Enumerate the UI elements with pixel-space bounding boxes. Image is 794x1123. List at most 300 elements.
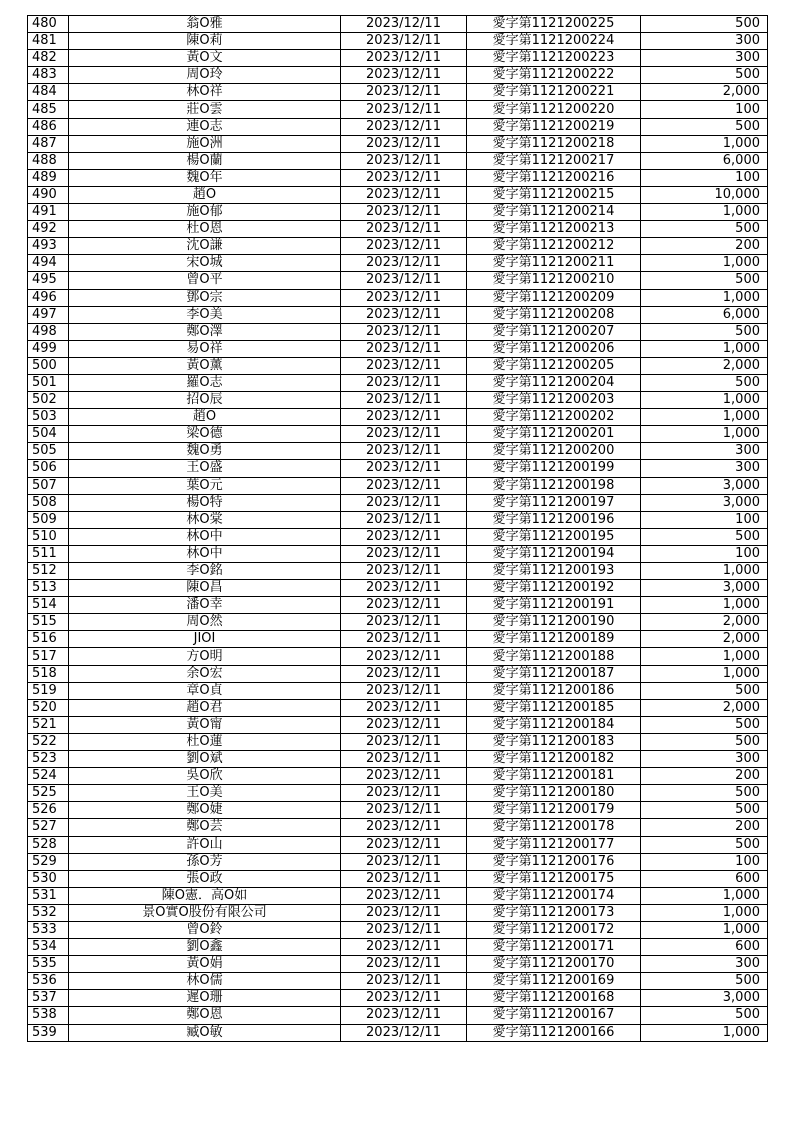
table-row bbox=[28, 221, 768, 238]
row-number-cell: 485 bbox=[28, 101, 69, 118]
receipt-number-cell: 愛字第1121200203 bbox=[467, 392, 641, 409]
row-number-cell: 483 bbox=[28, 67, 69, 84]
receipt-number-cell: 愛字第1121200186 bbox=[467, 682, 641, 699]
donation-date-cell: 2023/12/11 bbox=[341, 135, 467, 152]
donor-name-cell: 臧O敏 bbox=[69, 1024, 341, 1041]
donor-name-cell: 陳O憲．高O如 bbox=[69, 887, 341, 904]
donor-name-cell: JIOI bbox=[69, 631, 341, 648]
donor-name-cell: 沈O謙 bbox=[69, 238, 341, 255]
row-number-cell: 512 bbox=[28, 563, 69, 580]
row-number-cell: 531 bbox=[28, 887, 69, 904]
table-row bbox=[28, 84, 768, 101]
amount-cell: 200 bbox=[641, 819, 768, 836]
amount-cell: 200 bbox=[641, 768, 768, 785]
row-number-cell: 511 bbox=[28, 545, 69, 562]
table-row bbox=[28, 255, 768, 272]
donor-name-cell: 林O中 bbox=[69, 528, 341, 545]
donation-date-cell: 2023/12/11 bbox=[341, 306, 467, 323]
donor-name-cell: 陳O莉 bbox=[69, 33, 341, 50]
donation-date-cell: 2023/12/11 bbox=[341, 699, 467, 716]
table-row bbox=[28, 802, 768, 819]
receipt-number-cell: 愛字第1121200189 bbox=[467, 631, 641, 648]
receipt-number-cell: 愛字第1121200176 bbox=[467, 853, 641, 870]
receipt-number-cell: 愛字第1121200215 bbox=[467, 186, 641, 203]
amount-cell: 500 bbox=[641, 682, 768, 699]
row-number-cell: 517 bbox=[28, 648, 69, 665]
donor-name-cell: 趙O君 bbox=[69, 699, 341, 716]
donation-date-cell: 2023/12/11 bbox=[341, 733, 467, 750]
row-number-cell: 533 bbox=[28, 921, 69, 938]
amount-cell: 1,000 bbox=[641, 426, 768, 443]
amount-cell: 500 bbox=[641, 716, 768, 733]
table-row bbox=[28, 939, 768, 956]
amount-cell: 2,000 bbox=[641, 699, 768, 716]
receipt-number-cell: 愛字第1121200214 bbox=[467, 204, 641, 221]
table-row bbox=[28, 921, 768, 938]
amount-cell: 100 bbox=[641, 853, 768, 870]
table-row bbox=[28, 477, 768, 494]
amount-cell: 300 bbox=[641, 50, 768, 67]
row-number-cell: 523 bbox=[28, 751, 69, 768]
amount-cell: 500 bbox=[641, 221, 768, 238]
donor-name-cell: 許O山 bbox=[69, 836, 341, 853]
amount-cell: 3,000 bbox=[641, 494, 768, 511]
table-row bbox=[28, 870, 768, 887]
amount-cell: 100 bbox=[641, 545, 768, 562]
donor-name-cell: 莊O雲 bbox=[69, 101, 341, 118]
donor-name-cell: 宋O城 bbox=[69, 255, 341, 272]
donor-name-cell: 林O棠 bbox=[69, 511, 341, 528]
row-number-cell: 534 bbox=[28, 939, 69, 956]
donor-name-cell: 陳O昌 bbox=[69, 580, 341, 597]
row-number-cell: 488 bbox=[28, 152, 69, 169]
row-number-cell: 518 bbox=[28, 665, 69, 682]
table-row bbox=[28, 990, 768, 1007]
amount-cell: 500 bbox=[641, 67, 768, 84]
amount-cell: 500 bbox=[641, 16, 768, 33]
table-row bbox=[28, 511, 768, 528]
receipt-number-cell: 愛字第1121200192 bbox=[467, 580, 641, 597]
table-row bbox=[28, 545, 768, 562]
donor-name-cell: 羅O志 bbox=[69, 374, 341, 391]
donor-name-cell: 李O銘 bbox=[69, 563, 341, 580]
receipt-number-cell: 愛字第1121200188 bbox=[467, 648, 641, 665]
donation-date-cell: 2023/12/11 bbox=[341, 580, 467, 597]
donor-name-cell: 曾O平 bbox=[69, 272, 341, 289]
row-number-cell: 539 bbox=[28, 1024, 69, 1041]
receipt-number-cell: 愛字第1121200202 bbox=[467, 409, 641, 426]
row-number-cell: 520 bbox=[28, 699, 69, 716]
donor-name-cell: 葉O元 bbox=[69, 477, 341, 494]
donation-date-cell: 2023/12/11 bbox=[341, 477, 467, 494]
table-row bbox=[28, 443, 768, 460]
amount-cell: 1,000 bbox=[641, 1024, 768, 1041]
row-number-cell: 538 bbox=[28, 1007, 69, 1024]
donation-date-cell: 2023/12/11 bbox=[341, 853, 467, 870]
receipt-number-cell: 愛字第1121200167 bbox=[467, 1007, 641, 1024]
row-number-cell: 507 bbox=[28, 477, 69, 494]
row-number-cell: 525 bbox=[28, 785, 69, 802]
table-row bbox=[28, 33, 768, 50]
donor-name-cell: 鄭O婕 bbox=[69, 802, 341, 819]
row-number-cell: 519 bbox=[28, 682, 69, 699]
table-row bbox=[28, 357, 768, 374]
donation-date-cell: 2023/12/11 bbox=[341, 186, 467, 203]
donation-date-cell: 2023/12/11 bbox=[341, 238, 467, 255]
row-number-cell: 491 bbox=[28, 204, 69, 221]
donation-date-cell: 2023/12/11 bbox=[341, 152, 467, 169]
amount-cell: 1,000 bbox=[641, 255, 768, 272]
table-row bbox=[28, 785, 768, 802]
table-row bbox=[28, 665, 768, 682]
receipt-number-cell: 愛字第1121200181 bbox=[467, 768, 641, 785]
receipt-number-cell: 愛字第1121200187 bbox=[467, 665, 641, 682]
row-number-cell: 490 bbox=[28, 186, 69, 203]
row-number-cell: 510 bbox=[28, 528, 69, 545]
table-row bbox=[28, 699, 768, 716]
amount-cell: 100 bbox=[641, 511, 768, 528]
donor-name-cell: 黃O娟 bbox=[69, 956, 341, 973]
donation-date-cell: 2023/12/11 bbox=[341, 1024, 467, 1041]
amount-cell: 1,000 bbox=[641, 392, 768, 409]
receipt-number-cell: 愛字第1121200207 bbox=[467, 323, 641, 340]
row-number-cell: 500 bbox=[28, 357, 69, 374]
donation-date-cell: 2023/12/11 bbox=[341, 255, 467, 272]
amount-cell: 500 bbox=[641, 973, 768, 990]
donor-name-cell: 王O盛 bbox=[69, 460, 341, 477]
amount-cell: 1,000 bbox=[641, 340, 768, 357]
donor-name-cell: 鄭O恩 bbox=[69, 1007, 341, 1024]
row-number-cell: 501 bbox=[28, 374, 69, 391]
receipt-number-cell: 愛字第1121200216 bbox=[467, 169, 641, 186]
table-row bbox=[28, 50, 768, 67]
row-number-cell: 505 bbox=[28, 443, 69, 460]
amount-cell: 500 bbox=[641, 528, 768, 545]
row-number-cell: 527 bbox=[28, 819, 69, 836]
amount-cell: 500 bbox=[641, 272, 768, 289]
donation-date-cell: 2023/12/11 bbox=[341, 768, 467, 785]
table-row bbox=[28, 152, 768, 169]
donor-name-cell: 周O然 bbox=[69, 614, 341, 631]
donation-date-cell: 2023/12/11 bbox=[341, 614, 467, 631]
row-number-cell: 496 bbox=[28, 289, 69, 306]
table-row bbox=[28, 973, 768, 990]
row-number-cell: 486 bbox=[28, 118, 69, 135]
donor-name-cell: 黃O甯 bbox=[69, 716, 341, 733]
receipt-number-cell: 愛字第1121200190 bbox=[467, 614, 641, 631]
amount-cell: 1,000 bbox=[641, 204, 768, 221]
receipt-number-cell: 愛字第1121200198 bbox=[467, 477, 641, 494]
donation-date-cell: 2023/12/11 bbox=[341, 751, 467, 768]
donation-date-cell: 2023/12/11 bbox=[341, 67, 467, 84]
row-number-cell: 504 bbox=[28, 426, 69, 443]
donation-date-cell: 2023/12/11 bbox=[341, 802, 467, 819]
table-row bbox=[28, 1007, 768, 1024]
amount-cell: 500 bbox=[641, 733, 768, 750]
donation-date-cell: 2023/12/11 bbox=[341, 716, 467, 733]
amount-cell: 1,000 bbox=[641, 135, 768, 152]
amount-cell: 2,000 bbox=[641, 631, 768, 648]
table-row bbox=[28, 374, 768, 391]
row-number-cell: 481 bbox=[28, 33, 69, 50]
donor-name-cell: 趙O bbox=[69, 409, 341, 426]
donor-name-cell: 鄭O芸 bbox=[69, 819, 341, 836]
amount-cell: 100 bbox=[641, 101, 768, 118]
row-number-cell: 522 bbox=[28, 733, 69, 750]
table-row bbox=[28, 956, 768, 973]
donor-name-cell: 張O政 bbox=[69, 870, 341, 887]
donation-date-cell: 2023/12/11 bbox=[341, 631, 467, 648]
amount-cell: 10,000 bbox=[641, 186, 768, 203]
donation-date-cell: 2023/12/11 bbox=[341, 357, 467, 374]
amount-cell: 500 bbox=[641, 802, 768, 819]
amount-cell: 1,000 bbox=[641, 921, 768, 938]
amount-cell: 1,000 bbox=[641, 597, 768, 614]
amount-cell: 1,000 bbox=[641, 563, 768, 580]
donation-date-cell: 2023/12/11 bbox=[341, 648, 467, 665]
receipt-number-cell: 愛字第1121200209 bbox=[467, 289, 641, 306]
donor-name-cell: 魏O年 bbox=[69, 169, 341, 186]
table-row bbox=[28, 494, 768, 511]
donor-name-cell: 王O美 bbox=[69, 785, 341, 802]
donor-name-cell: 方O明 bbox=[69, 648, 341, 665]
amount-cell: 1,000 bbox=[641, 665, 768, 682]
table-row bbox=[28, 67, 768, 84]
donor-name-cell: 梁O德 bbox=[69, 426, 341, 443]
donation-date-cell: 2023/12/11 bbox=[341, 1007, 467, 1024]
donation-date-cell: 2023/12/11 bbox=[341, 340, 467, 357]
donor-name-cell: 連O志 bbox=[69, 118, 341, 135]
table-row bbox=[28, 101, 768, 118]
donation-date-cell: 2023/12/11 bbox=[341, 939, 467, 956]
table-row bbox=[28, 716, 768, 733]
donation-date-cell: 2023/12/11 bbox=[341, 597, 467, 614]
donor-name-cell: 林O中 bbox=[69, 545, 341, 562]
donation-date-cell: 2023/12/11 bbox=[341, 682, 467, 699]
donor-name-cell: 章O貞 bbox=[69, 682, 341, 699]
row-number-cell: 532 bbox=[28, 904, 69, 921]
row-number-cell: 536 bbox=[28, 973, 69, 990]
donation-date-cell: 2023/12/11 bbox=[341, 118, 467, 135]
donor-name-cell: 施O郁 bbox=[69, 204, 341, 221]
donation-date-cell: 2023/12/11 bbox=[341, 101, 467, 118]
donation-date-cell: 2023/12/11 bbox=[341, 374, 467, 391]
donor-name-cell: 黃O薰 bbox=[69, 357, 341, 374]
receipt-number-cell: 愛字第1121200205 bbox=[467, 357, 641, 374]
receipt-number-cell: 愛字第1121200224 bbox=[467, 33, 641, 50]
table-row bbox=[28, 631, 768, 648]
amount-cell: 3,000 bbox=[641, 477, 768, 494]
row-number-cell: 495 bbox=[28, 272, 69, 289]
row-number-cell: 528 bbox=[28, 836, 69, 853]
amount-cell: 1,000 bbox=[641, 289, 768, 306]
receipt-number-cell: 愛字第1121200199 bbox=[467, 460, 641, 477]
table-row bbox=[28, 580, 768, 597]
donation-date-cell: 2023/12/11 bbox=[341, 819, 467, 836]
donor-name-cell: 劉O斌 bbox=[69, 751, 341, 768]
donor-name-cell: 楊O特 bbox=[69, 494, 341, 511]
amount-cell: 200 bbox=[641, 238, 768, 255]
receipt-number-cell: 愛字第1121200217 bbox=[467, 152, 641, 169]
table-row bbox=[28, 819, 768, 836]
donation-date-cell: 2023/12/11 bbox=[341, 494, 467, 511]
receipt-number-cell: 愛字第1121200166 bbox=[467, 1024, 641, 1041]
receipt-number-cell: 愛字第1121200218 bbox=[467, 135, 641, 152]
table-row bbox=[28, 323, 768, 340]
receipt-number-cell: 愛字第1121200219 bbox=[467, 118, 641, 135]
amount-cell: 300 bbox=[641, 443, 768, 460]
receipt-number-cell: 愛字第1121200168 bbox=[467, 990, 641, 1007]
donor-name-cell: 黃O文 bbox=[69, 50, 341, 67]
amount-cell: 500 bbox=[641, 374, 768, 391]
row-number-cell: 537 bbox=[28, 990, 69, 1007]
donor-name-cell: 林O儒 bbox=[69, 973, 341, 990]
donation-date-cell: 2023/12/11 bbox=[341, 84, 467, 101]
row-number-cell: 480 bbox=[28, 16, 69, 33]
donor-name-cell: 吳O欣 bbox=[69, 768, 341, 785]
receipt-number-cell: 愛字第1121200225 bbox=[467, 16, 641, 33]
donation-date-cell: 2023/12/11 bbox=[341, 409, 467, 426]
row-number-cell: 506 bbox=[28, 460, 69, 477]
row-number-cell: 513 bbox=[28, 580, 69, 597]
donor-name-cell: 景O實O股份有限公司 bbox=[69, 904, 341, 921]
donation-date-cell: 2023/12/11 bbox=[341, 990, 467, 1007]
receipt-number-cell: 愛字第1121200183 bbox=[467, 733, 641, 750]
table-row bbox=[28, 186, 768, 203]
amount-cell: 600 bbox=[641, 939, 768, 956]
row-number-cell: 530 bbox=[28, 870, 69, 887]
table-row bbox=[28, 853, 768, 870]
receipt-number-cell: 愛字第1121200184 bbox=[467, 716, 641, 733]
table-row bbox=[28, 1024, 768, 1041]
amount-cell: 2,000 bbox=[641, 357, 768, 374]
row-number-cell: 492 bbox=[28, 221, 69, 238]
donor-name-cell: 劉O鑫 bbox=[69, 939, 341, 956]
donation-date-cell: 2023/12/11 bbox=[341, 904, 467, 921]
donation-date-cell: 2023/12/11 bbox=[341, 272, 467, 289]
donor-name-cell: 魏O勇 bbox=[69, 443, 341, 460]
donor-name-cell: 趙O bbox=[69, 186, 341, 203]
receipt-number-cell: 愛字第1121200211 bbox=[467, 255, 641, 272]
donation-date-cell: 2023/12/11 bbox=[341, 870, 467, 887]
donation-date-cell: 2023/12/11 bbox=[341, 665, 467, 682]
receipt-number-cell: 愛字第1121200179 bbox=[467, 802, 641, 819]
donation-date-cell: 2023/12/11 bbox=[341, 204, 467, 221]
row-number-cell: 489 bbox=[28, 169, 69, 186]
amount-cell: 2,000 bbox=[641, 84, 768, 101]
table-row bbox=[28, 306, 768, 323]
donor-name-cell: 余O宏 bbox=[69, 665, 341, 682]
table-row bbox=[28, 392, 768, 409]
donor-name-cell: 杜O蓮 bbox=[69, 733, 341, 750]
row-number-cell: 499 bbox=[28, 340, 69, 357]
row-number-cell: 535 bbox=[28, 956, 69, 973]
receipt-number-cell: 愛字第1121200197 bbox=[467, 494, 641, 511]
donor-name-cell: 遲O珊 bbox=[69, 990, 341, 1007]
receipt-number-cell: 愛字第1121200222 bbox=[467, 67, 641, 84]
row-number-cell: 494 bbox=[28, 255, 69, 272]
receipt-number-cell: 愛字第1121200206 bbox=[467, 340, 641, 357]
donor-name-cell: 林O祥 bbox=[69, 84, 341, 101]
receipt-number-cell: 愛字第1121200174 bbox=[467, 887, 641, 904]
donation-date-cell: 2023/12/11 bbox=[341, 956, 467, 973]
row-number-cell: 508 bbox=[28, 494, 69, 511]
donor-name-cell: 楊O蘭 bbox=[69, 152, 341, 169]
receipt-number-cell: 愛字第1121200191 bbox=[467, 597, 641, 614]
amount-cell: 500 bbox=[641, 785, 768, 802]
amount-cell: 500 bbox=[641, 836, 768, 853]
receipt-number-cell: 愛字第1121200171 bbox=[467, 939, 641, 956]
donation-date-cell: 2023/12/11 bbox=[341, 33, 467, 50]
donor-name-cell: 鄭O澤 bbox=[69, 323, 341, 340]
table-row bbox=[28, 751, 768, 768]
table-row bbox=[28, 768, 768, 785]
amount-cell: 1,000 bbox=[641, 409, 768, 426]
amount-cell: 500 bbox=[641, 1007, 768, 1024]
donor-name-cell: 周O玲 bbox=[69, 67, 341, 84]
receipt-number-cell: 愛字第1121200204 bbox=[467, 374, 641, 391]
table-row bbox=[28, 887, 768, 904]
amount-cell: 3,000 bbox=[641, 580, 768, 597]
table-row bbox=[28, 614, 768, 631]
receipt-number-cell: 愛字第1121200213 bbox=[467, 221, 641, 238]
table-row bbox=[28, 272, 768, 289]
table-row bbox=[28, 528, 768, 545]
donation-date-cell: 2023/12/11 bbox=[341, 785, 467, 802]
donation-date-cell: 2023/12/11 bbox=[341, 221, 467, 238]
receipt-number-cell: 愛字第1121200212 bbox=[467, 238, 641, 255]
table-row bbox=[28, 648, 768, 665]
receipt-number-cell: 愛字第1121200220 bbox=[467, 101, 641, 118]
donation-date-cell: 2023/12/11 bbox=[341, 323, 467, 340]
table-row bbox=[28, 340, 768, 357]
table-row bbox=[28, 135, 768, 152]
table-row bbox=[28, 597, 768, 614]
table-row bbox=[28, 289, 768, 306]
donor-name-cell: 潘O幸 bbox=[69, 597, 341, 614]
donation-date-cell: 2023/12/11 bbox=[341, 426, 467, 443]
row-number-cell: 482 bbox=[28, 50, 69, 67]
table-row bbox=[28, 169, 768, 186]
receipt-number-cell: 愛字第1121200180 bbox=[467, 785, 641, 802]
row-number-cell: 526 bbox=[28, 802, 69, 819]
donation-date-cell: 2023/12/11 bbox=[341, 50, 467, 67]
receipt-number-cell: 愛字第1121200178 bbox=[467, 819, 641, 836]
receipt-number-cell: 愛字第1121200210 bbox=[467, 272, 641, 289]
table-row bbox=[28, 904, 768, 921]
donor-name-cell: 曾O鈴 bbox=[69, 921, 341, 938]
row-number-cell: 484 bbox=[28, 84, 69, 101]
donation-date-cell: 2023/12/11 bbox=[341, 392, 467, 409]
receipt-number-cell: 愛字第1121200200 bbox=[467, 443, 641, 460]
receipt-number-cell: 愛字第1121200172 bbox=[467, 921, 641, 938]
table-row bbox=[28, 563, 768, 580]
receipt-number-cell: 愛字第1121200185 bbox=[467, 699, 641, 716]
table-row bbox=[28, 682, 768, 699]
amount-cell: 6,000 bbox=[641, 306, 768, 323]
donation-table bbox=[27, 15, 768, 1042]
row-number-cell: 502 bbox=[28, 392, 69, 409]
table-row bbox=[28, 426, 768, 443]
row-number-cell: 521 bbox=[28, 716, 69, 733]
row-number-cell: 529 bbox=[28, 853, 69, 870]
table-row bbox=[28, 118, 768, 135]
table-row bbox=[28, 204, 768, 221]
amount-cell: 1,000 bbox=[641, 887, 768, 904]
donation-date-cell: 2023/12/11 bbox=[341, 16, 467, 33]
receipt-number-cell: 愛字第1121200221 bbox=[467, 84, 641, 101]
row-number-cell: 516 bbox=[28, 631, 69, 648]
